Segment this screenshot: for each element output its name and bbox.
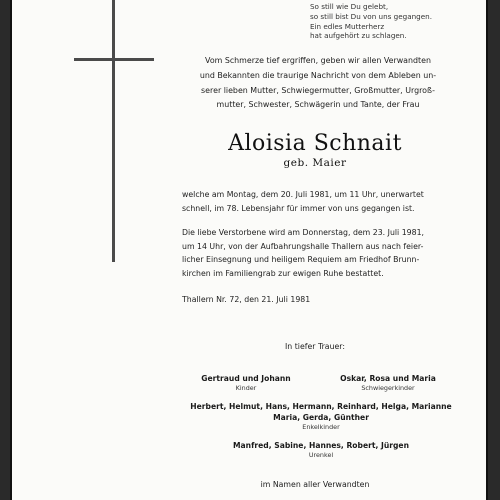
poem-line: hat aufgehört zu schlagen. (310, 31, 407, 41)
intro-line: mutter, Schwester, Schwägerin und Tante, der Frau (216, 100, 420, 110)
mourner-role: Enkelkinder (302, 423, 340, 431)
memorial-poem (310, 2, 480, 41)
poem-line: So still wie Du gelebt, (310, 2, 389, 11)
intro-paragraph (170, 54, 466, 113)
maiden-name: geb. Maier (283, 157, 347, 169)
mourner-group-grandchildren (176, 401, 466, 432)
mourner-role: Schwiegerkinder (361, 384, 415, 392)
intro-line: und Bekannten die traurige Nachricht von dem Ableben un- (199, 70, 437, 80)
deceased-name: Aloisia Schnait (228, 131, 402, 156)
mourner-group-great-grandchildren (176, 440, 466, 460)
poem-line: Ein edles Mutterherz (310, 21, 385, 31)
mourner-role: Kinder (235, 384, 257, 392)
mourner-role: Urenkel (308, 451, 334, 459)
mourner-group-children (176, 373, 316, 393)
mourner-names: Maria, Gerda, Günther (273, 413, 369, 422)
funeral-line: licher Einsegnung und heiligem Requiem am Friedhof Brunn- (182, 255, 420, 265)
mourner-names: Manfred, Sabine, Hannes, Robert, Jürgen (233, 441, 409, 450)
funeral-line: um 14 Uhr, von der Aufbahrungshalle Thallern aus nach feier- (182, 241, 424, 251)
poem-line: so still bist Du von uns gegangen. (310, 11, 433, 21)
funeral-paragraph (182, 226, 468, 280)
intro-line: serer lieben Mutter, Schwiegermutter, Großmutter, Urgroß- (201, 85, 435, 95)
mourning-label: In tiefer Trauer: (285, 342, 345, 351)
funeral-line: Die liebe Verstorbene wird am Donnerstag, dem 23. Juli 1981, (182, 228, 425, 237)
mourner-names: Gertraud und Johann (201, 374, 291, 383)
mourner-names: Herbert, Helmut, Hans, Hermann, Reinhard, Helga, Marianne (190, 402, 452, 411)
intro-line: Vom Schmerze tief ergriffen, geben wir allen Verwandten (205, 56, 431, 65)
death-notice-paragraph (182, 188, 468, 215)
funeral-line: kirchen im Familiengrab zur ewigen Ruhe bestattet. (182, 268, 384, 278)
cross-icon (74, 0, 154, 262)
mourner-group-children-in-law (318, 373, 458, 393)
place-date: Thallern Nr. 72, den 21. Juli 1981 (182, 295, 311, 304)
mourner-names: Oskar, Rosa und Maria (340, 374, 436, 383)
obituary-page (10, 0, 488, 500)
death-notice-line: welche am Montag, dem 20. Juli 1981, um 11 Uhr, unerwartet (182, 190, 424, 199)
death-notice-line: schnell, im 78. Lebensjahr für immer von uns gegangen ist. (182, 203, 415, 213)
closing-line: im Namen aller Verwandten (260, 480, 370, 489)
